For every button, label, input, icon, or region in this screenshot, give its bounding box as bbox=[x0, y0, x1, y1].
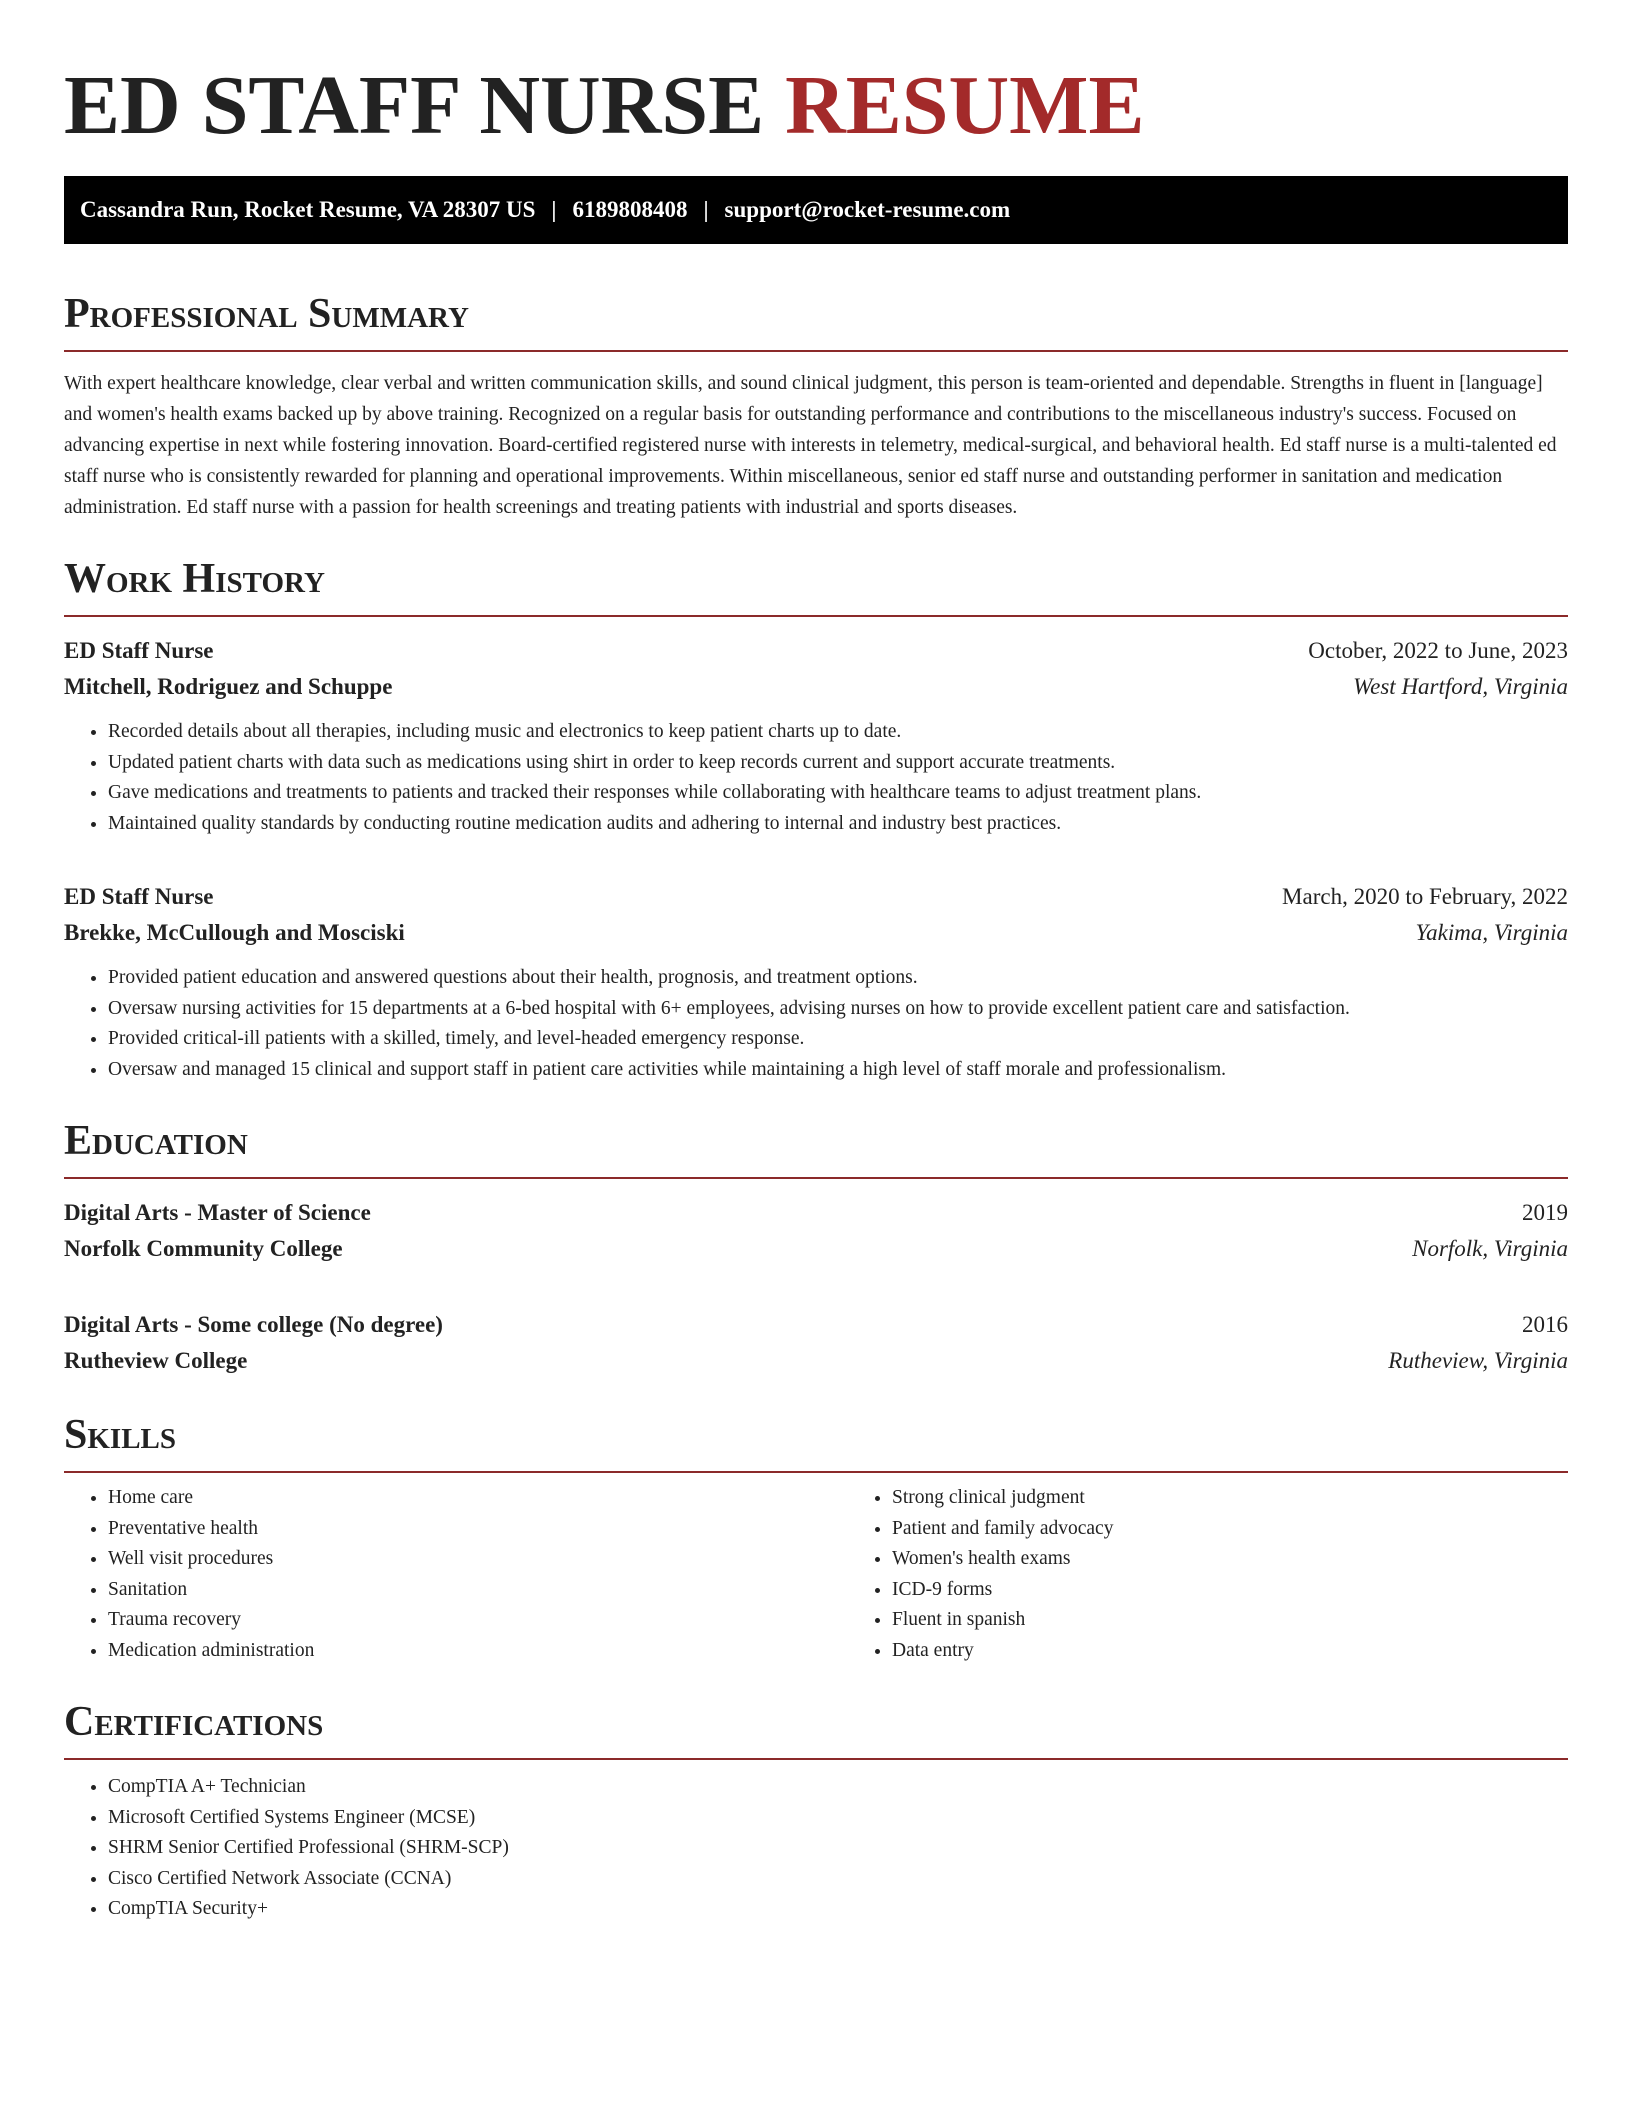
title-main: ED STAFF NURSE bbox=[64, 59, 765, 152]
job-entry bbox=[64, 879, 1568, 1085]
education-location: Norfolk, Virginia bbox=[1412, 1236, 1568, 1261]
job-title: ED Staff Nurse bbox=[64, 638, 214, 663]
skill-item: • Trauma recovery bbox=[108, 1605, 848, 1636]
education-row bbox=[64, 1343, 1568, 1379]
section-divider bbox=[64, 1177, 1568, 1179]
job-bullet: • Provided critical-ill patients with a skilled, timely, and level-headed emergency response. bbox=[108, 1024, 1568, 1055]
skill-item: • Strong clinical judgment bbox=[892, 1483, 1632, 1514]
summary-section bbox=[64, 288, 1568, 523]
job-bullet: • Updated patient charts with data such as medications using shirt in order to keep records current and support accurate treatments. bbox=[108, 748, 1568, 779]
education-entry bbox=[64, 1195, 1568, 1267]
certification-item: • SHRM Senior Certified Professional (SHRM-SCP) bbox=[108, 1833, 1568, 1864]
certification-item: • Cisco Certified Network Associate (CCNA) bbox=[108, 1864, 1568, 1895]
contact-email[interactable]: support@rocket-resume.com bbox=[724, 197, 1011, 222]
resume-title bbox=[64, 56, 1568, 156]
job-entry bbox=[64, 633, 1568, 839]
section-divider bbox=[64, 350, 1568, 352]
job-row bbox=[64, 669, 1568, 705]
job-company: Mitchell, Rodriguez and Schuppe bbox=[64, 674, 393, 699]
contact-separator: | bbox=[703, 197, 709, 222]
section-divider bbox=[64, 1758, 1568, 1760]
skill-item: • ICD-9 forms bbox=[892, 1575, 1632, 1606]
job-location: West Hartford, Virginia bbox=[1353, 674, 1568, 699]
job-company: Brekke, McCullough and Mosciski bbox=[64, 920, 405, 945]
certification-item: • Microsoft Certified Systems Engineer (MCSE) bbox=[108, 1803, 1568, 1834]
contact-bar bbox=[64, 176, 1568, 244]
job-title: ED Staff Nurse bbox=[64, 884, 214, 909]
job-location: Yakima, Virginia bbox=[1415, 920, 1568, 945]
education-section bbox=[64, 1115, 1568, 1379]
summary-text: With expert healthcare knowledge, clear verbal and written communication skills, and sound clinical judgment, this person is team-oriented and dependable. Strengths in fluent in [language] and women's health exams backed up by above training. Recognized on a regular basis for outstanding performance and contributions to the miscellaneous industry's success. Focused on advancing expertise in next while fostering innovation. Board-certified registered nurse with interests in telemetry, medical-surgical, and behavioral health. Ed staff nurse is a multi-talented ed staff nurse who is consistently rewarded for planning and operational improvements. Within miscellaneous, senior ed staff nurse and outstanding performer in sanitation and medication administration. Ed staff nurse with a passion for health screenings and treating patients with industrial and sports diseases. bbox=[64, 373, 1557, 518]
job-row bbox=[64, 915, 1568, 951]
title-accent: RESUME bbox=[785, 59, 1145, 152]
certifications-heading: Certifications bbox=[64, 1699, 324, 1745]
skill-item: • Preventative health bbox=[108, 1514, 848, 1545]
education-entry bbox=[64, 1307, 1568, 1379]
certification-item: • CompTIA Security+ bbox=[108, 1894, 1568, 1925]
skill-item: • Women's health exams bbox=[892, 1544, 1632, 1575]
education-degree: Digital Arts - Some college (No degree) bbox=[64, 1312, 443, 1337]
job-dates: October, 2022 to June, 2023 bbox=[1308, 638, 1568, 663]
skill-item: • Patient and family advocacy bbox=[892, 1514, 1632, 1545]
education-heading: Education bbox=[64, 1118, 248, 1164]
education-row bbox=[64, 1231, 1568, 1267]
skills-list-left bbox=[64, 1483, 848, 1666]
education-year: 2019 bbox=[1522, 1200, 1568, 1225]
job-bullets bbox=[64, 963, 1568, 1085]
skill-item: • Medication administration bbox=[108, 1636, 848, 1667]
skill-item: • Well visit procedures bbox=[108, 1544, 848, 1575]
certifications-list bbox=[64, 1772, 1568, 1925]
education-year: 2016 bbox=[1522, 1312, 1568, 1337]
work-history-heading: Work History bbox=[64, 556, 325, 602]
section-divider bbox=[64, 615, 1568, 617]
job-bullet: • Maintained quality standards by conducting routine medication audits and adhering to internal and industry best practices. bbox=[108, 809, 1568, 840]
job-dates: March, 2020 to February, 2022 bbox=[1282, 884, 1568, 909]
job-bullet: • Gave medications and treatments to patients and tracked their responses while collaborating with healthcare teams to adjust treatment plans. bbox=[108, 778, 1568, 809]
job-row bbox=[64, 633, 1568, 669]
section-divider bbox=[64, 1471, 1568, 1473]
skill-item: • Data entry bbox=[892, 1636, 1632, 1667]
contact-separator: | bbox=[551, 197, 557, 222]
job-bullet: • Oversaw nursing activities for 15 departments at a 6-bed hospital with 6+ employees, advising nurses on how to provide excellent patient care and satisfaction. bbox=[108, 994, 1568, 1025]
skills-list-right bbox=[848, 1483, 1632, 1666]
work-history-section bbox=[64, 553, 1568, 1085]
summary-heading: Professional Summary bbox=[64, 291, 469, 337]
education-location: Rutheview, Virginia bbox=[1388, 1348, 1568, 1373]
skills-section bbox=[64, 1409, 1568, 1666]
education-school: Rutheview College bbox=[64, 1348, 248, 1373]
skill-item: • Home care bbox=[108, 1483, 848, 1514]
education-row bbox=[64, 1195, 1568, 1231]
contact-address: Cassandra Run, Rocket Resume, VA 28307 US bbox=[80, 197, 536, 222]
job-row bbox=[64, 879, 1568, 915]
education-school: Norfolk Community College bbox=[64, 1236, 343, 1261]
job-bullet: • Recorded details about all therapies, including music and electronics to keep patient charts up to date. bbox=[108, 717, 1568, 748]
contact-phone[interactable]: 6189808408 bbox=[572, 197, 688, 222]
job-bullets bbox=[64, 717, 1568, 839]
certification-item: • CompTIA A+ Technician bbox=[108, 1772, 1568, 1803]
education-degree: Digital Arts - Master of Science bbox=[64, 1200, 371, 1225]
skills-heading: Skills bbox=[64, 1412, 177, 1458]
job-bullet: • Oversaw and managed 15 clinical and support staff in patient care activities while maintaining a high level of staff morale and professionalism. bbox=[108, 1055, 1568, 1086]
skills-columns bbox=[64, 1483, 1568, 1666]
certifications-section bbox=[64, 1696, 1568, 1925]
skill-item: • Sanitation bbox=[108, 1575, 848, 1606]
job-bullet: • Provided patient education and answered questions about their health, prognosis, and treatment options. bbox=[108, 963, 1568, 994]
skill-item: • Fluent in spanish bbox=[892, 1605, 1632, 1636]
education-row bbox=[64, 1307, 1568, 1343]
